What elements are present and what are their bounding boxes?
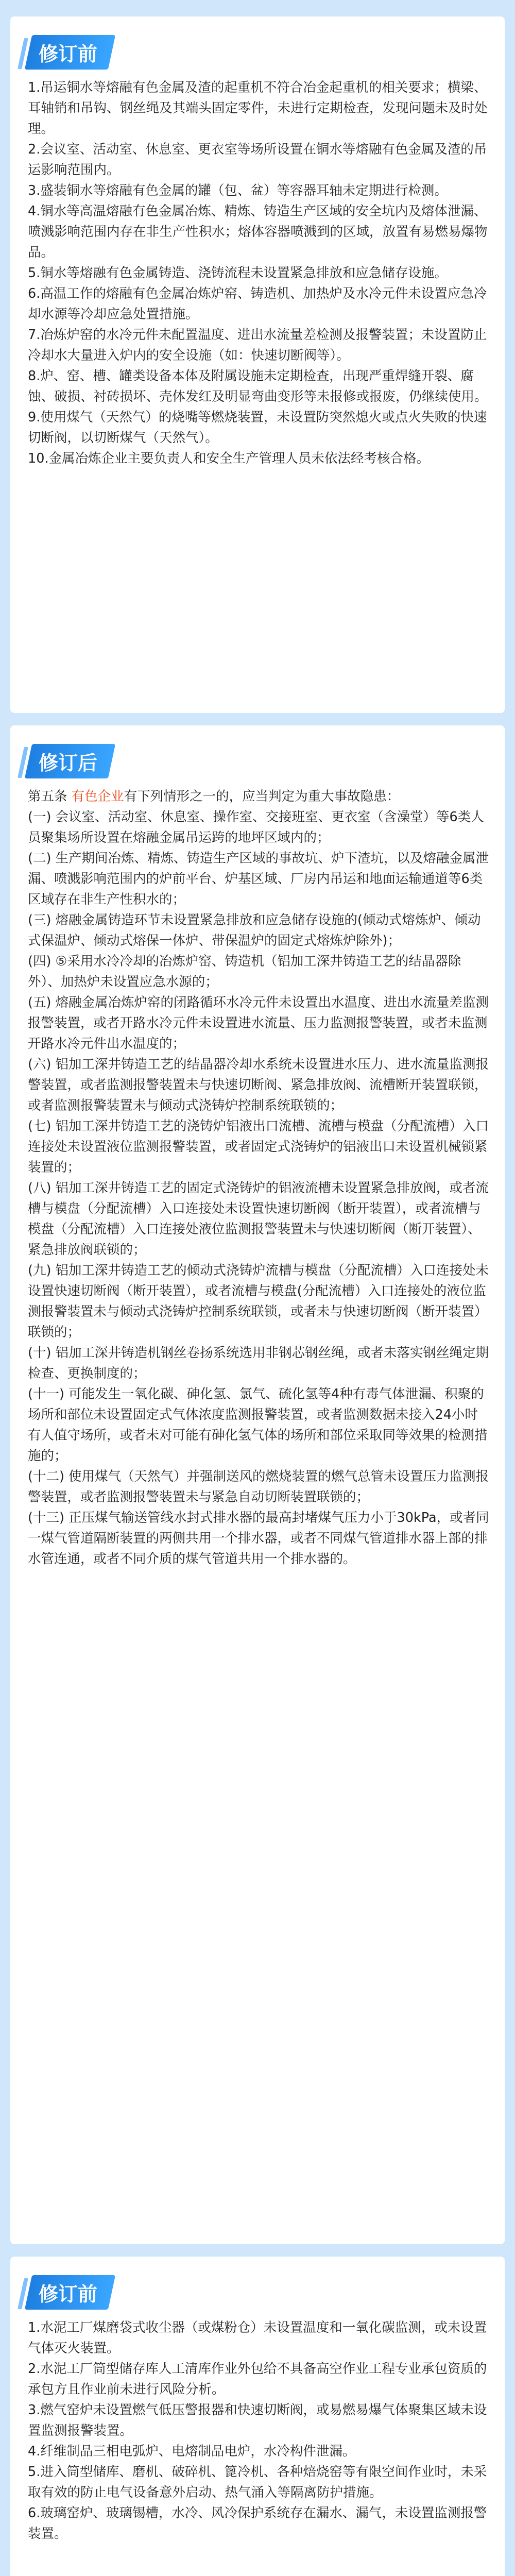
paragraph: (一) 会议室、活动室、休息室、操作室、交接班室、更衣室（含澡堂）等6类人员聚集场所设置在熔融金属吊运跨的地坪区域内的；: [28, 809, 484, 845]
paragraph: (七) 铝加工深井铸造工艺的浇铸炉铝液出口流槽、流槽与模盘（分配流槽）入口连接处未设置液位监测报警装置，或者固定式浇铸炉的铝液出口未设置机械锁紧装置的；: [28, 1118, 489, 1175]
paragraph: 2.会议室、活动室、休息室、更衣室等场所设置在铜水等熔融有色金属及渣的吊运影响范围内。: [28, 142, 487, 178]
article-number: 第五条: [28, 789, 67, 804]
paragraph: (六) 铝加工深井铸造工艺的结晶器冷却水系统未设置进水压力、进水流量监测报警装置，或者监测报警装置未与快速切断阀、紧急排放阀、流槽断开装置联锁，或者监测报警装置未与倾动式浇铸炉控制系统联锁的；: [28, 1057, 489, 1113]
paragraph: 5.铜水等熔融有色金属铸造、浇铸流程未设置紧急排放和应急储存设施。: [28, 265, 448, 281]
section-tab-label: 修订前: [39, 2283, 98, 2306]
paragraph: 6.高温工作的熔融有色金属冶炼炉窑、铸造机、加热炉及水冷元件未设置应急冷却水源等冷却应急处置措施。: [28, 286, 487, 322]
section-body: [28, 786, 489, 1569]
paragraph: 9.使用煤气（天然气）的烧嘴等燃烧装置，未设置防突然熄火或点火失败的快速切断阀，以切断煤气（天然气）。: [28, 410, 487, 446]
paragraph: 3.燃气窑炉未设置燃气低压警报器和快速切断阀，或易燃易爆气体聚集区域未设置监测报警装置。: [28, 2402, 487, 2438]
article-intro-text: 有下列情形之一的，应当判定为重大事故隐患：: [124, 789, 400, 804]
article-intro: [28, 786, 489, 807]
section-card-after-1: [10, 725, 505, 2244]
section-body: [28, 2317, 489, 2544]
paragraph: 7.冶炼炉窑的水冷元件未配置温度、进出水流量差检测及报警装置；未设置防止冷却水大量进入炉内的安全设施（如：快速切断阀等）。: [28, 327, 487, 363]
paragraph: 3.盛装铜水等熔融有色金属的罐（包、盆）等容器耳轴未定期进行检测。: [28, 183, 448, 198]
paragraph: 5.进入筒型储库、磨机、破碎机、篦冷机、各种焙烧窑等有限空间作业时，未采取有效的防止电气设备意外启动、热气涌入等隔离防护措施。: [28, 2464, 487, 2500]
section-card-before-1: [10, 16, 505, 713]
paragraph: 10.金属冶炼企业主要负责人和安全生产管理人员未依法经考核合格。: [28, 451, 430, 466]
paragraph: (十二) 使用煤气（天然气）并强制送风的燃烧装置的燃气总管未设置压力监测报警装置，或者监测报警装置未与紧急自动切断装置联锁的；: [28, 1469, 489, 1505]
paragraph: 2.水泥工厂筒型储存库人工清库作业外包给不具备高空作业工程专业承包资质的承包方且作业前未进行风险分析。: [28, 2361, 487, 2397]
section-card-before-2: [10, 2257, 505, 2576]
section-tab-label: 修订后: [39, 752, 98, 774]
paragraph: 1.吊运铜水等熔融有色金属及渣的起重机不符合冶金起重机的相关要求；横梁、耳轴销和吊钩、钢丝绳及其端头固定零件，未进行定期检查，发现问题未及时处理。: [28, 80, 488, 137]
paragraph: 6.玻璃窑炉、玻璃锡槽，水冷、风冷保护系统存在漏水、漏气，未设置监测报警装置。: [28, 2505, 487, 2541]
paragraph: (三) 熔融金属铸造环节未设置紧急排放和应急储存设施的(倾动式熔炼炉、倾动式保温炉、倾动式熔保一体炉、带保温炉的固定式熔炼炉除外)；: [28, 912, 481, 948]
paragraph: (四) ⑤采用水冷冷却的冶炼炉窑、铸造机（铝加工深井铸造工艺的结晶器除外）、加热炉未设置应急水源的；: [28, 954, 461, 990]
paragraph: (五) 熔融金属冶炼炉窑的闭路循环水冷元件未设置出水温度、进出水流量差监测报警装置，或者开路水冷元件未设置进水流量、压力监测报警装置，或者未监测开路水冷元件出水温度的；: [28, 995, 489, 1052]
paragraph: 8.炉、窑、槽、罐类设备本体及附属设施未定期检查，出现严重焊缝开裂、腐蚀、破损、衬砖损坏、壳体发红及明显弯曲变形等未报修或报废，仍继续使用。: [28, 368, 488, 404]
paragraph: (十一) 可能发生一氧化碳、砷化氢、氯气、硫化氢等4种有毒气体泄漏、积聚的场所和部位未设置固定式气体浓度监测报警装置，或者监测数据未接入24小时有人值守场所，或者未对可能有砷化氢气体的场所和部位采取同等效果的检测措施的；: [28, 1386, 488, 1464]
section-tab: [25, 744, 115, 778]
paragraph: 4.铜水等高温熔融有色金属冶炼、精炼、铸造生产区域的安全坑内及熔体泄漏、喷溅影响范围内存在非生产性积水；熔体容器喷溅到的区域，放置有易燃易爆物品。: [28, 204, 488, 260]
paragraph: 4.纤维制品三相电弧炉、电熔制品电炉，水冷构件泄漏。: [28, 2444, 356, 2459]
section-tab-label: 修订前: [39, 43, 98, 65]
section-tab: [25, 35, 115, 70]
paragraph: 1.水泥工厂煤磨袋式收尘器（或煤粉仓）未设置温度和一氧化碳监测，或未设置气体灭火装置。: [28, 2320, 487, 2356]
section-body: [28, 77, 489, 469]
highlight-term: 有色企业: [71, 789, 124, 804]
paragraph: (十) 铝加工深井铸造机钢丝卷扬系统选用非钢芯钢丝绳，或者未落实钢丝绳定期检查、更换制度的；: [28, 1345, 489, 1381]
section-tab: [25, 2275, 115, 2310]
paragraph: (二) 生产期间冶炼、精炼、铸造生产区域的事故坑、炉下渣坑，以及熔融金属泄漏、喷溅影响范围内的炉前平台、炉基区域、厂房内吊运和地面运输通道等6类区域存在非生产性积水的；: [28, 851, 489, 907]
paragraph: (十三) 正压煤气输送管线水封式排水器的最高封堵煤气压力小于30kPa，或者同一煤气管道隔断装置的两侧共用一个排水器，或者不同煤气管道排水器上部的排水管连通，或者不同介质的煤气管道共用一个排水器的。: [28, 1510, 489, 1567]
paragraph: (八) 铝加工深井铸造工艺的固定式浇铸炉的铝液流槽未设置紧急排放阀，或者流槽与模盘（分配流槽）入口连接处未设置快速切断阀（断开装置），或者流槽与模盘（分配流槽）入口连接处液位监测报警装置未与快速切断阀（断开装置）、紧急排放阀联锁的；: [28, 1180, 489, 1258]
paragraph: (九) 铝加工深井铸造工艺的倾动式浇铸炉流槽与模盘（分配流槽）入口连接处未设置快速切断阀（断开装置），或者流槽与模盘(分配流槽）入口连接处的液位监测报警装置未与倾动式浇铸炉控制系统联锁，或者未与快速切断阀（断开装置）联锁的；: [28, 1263, 489, 1340]
